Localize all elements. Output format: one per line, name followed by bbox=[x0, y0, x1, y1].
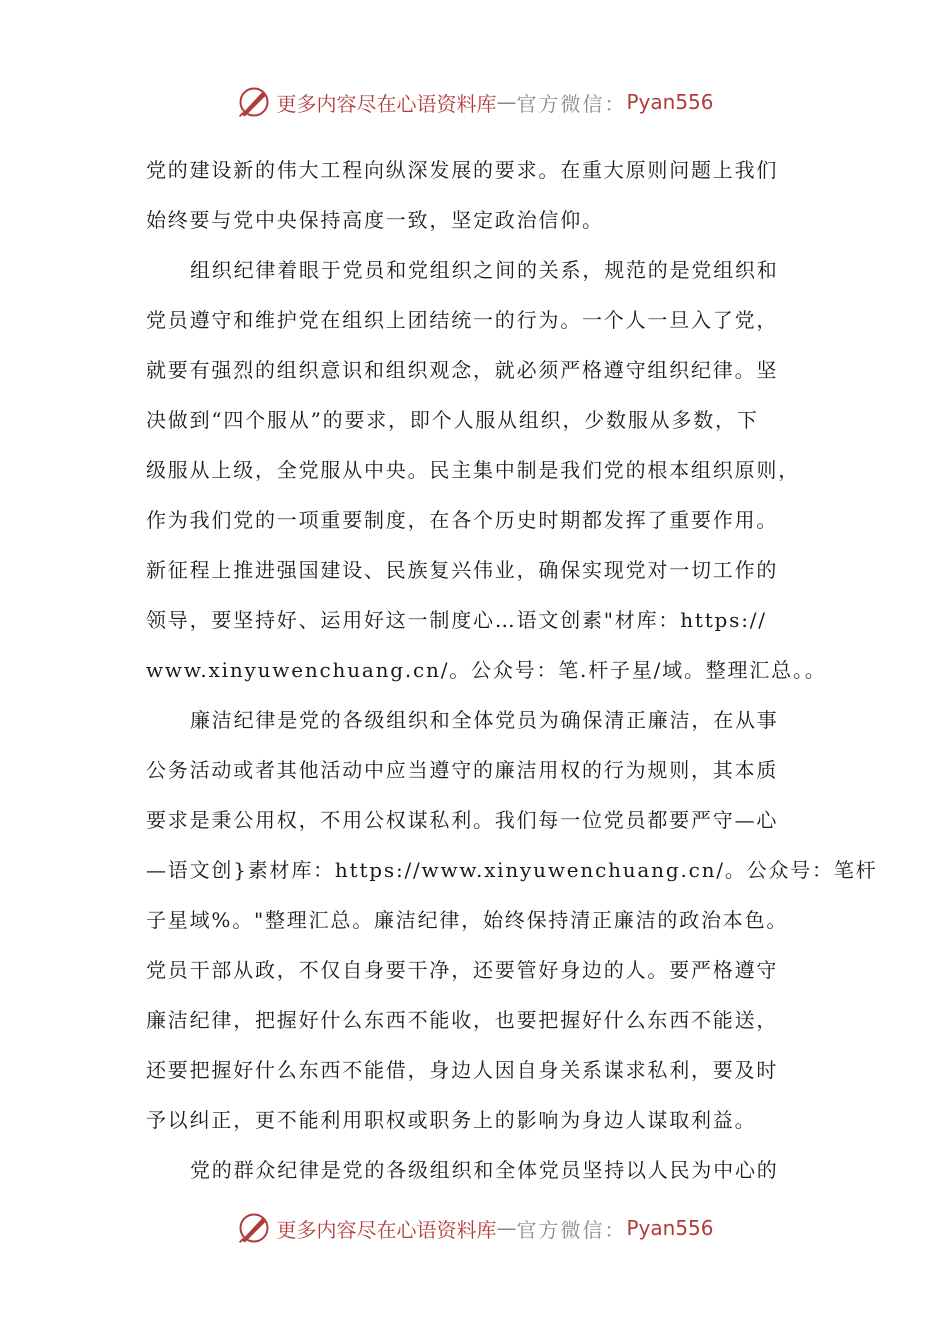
banner-dash: — bbox=[496, 1216, 517, 1240]
banner-wechat-label: 官方微信： bbox=[516, 91, 627, 116]
text-line: 作为我们党的一项重要制度，在各个历史时期都发挥了重要作用。 bbox=[146, 508, 779, 532]
banner-wechat-label: 官方微信： bbox=[516, 1217, 627, 1242]
text-line: 新征程上推进强国建设、民族复兴伟业，确保实现党对一切工作的 bbox=[146, 558, 779, 582]
text-line: 决做到“四个服从”的要求，即个人服从组织，少数服从多数，下 bbox=[146, 408, 759, 432]
text-line: 还要把握好什么东西不能借，身边人因自身关系谋求私利，要及时 bbox=[146, 1058, 779, 1082]
text-line: 党员干部从政，不仅自身要干净，还要管好身边的人。要严格遵守 bbox=[146, 958, 779, 982]
banner-site-text: 更多内容尽在心语资料库 bbox=[276, 1217, 497, 1242]
footer-banner bbox=[0, 1208, 950, 1248]
text-line: 就要有强烈的组织意识和组织观念，就必须严格遵守组织纪律。坚 bbox=[146, 358, 779, 382]
pen-logo-icon bbox=[236, 84, 272, 120]
text-line: 领导，要坚持好、运用好这一制度心…语文创素"材库：https:// bbox=[146, 608, 767, 632]
document-body bbox=[146, 145, 878, 1195]
text-line: 党的建设新的伟大工程向纵深发展的要求。在重大原则问题上我们 bbox=[146, 158, 779, 182]
text-line: 公务活动或者其他活动中应当遵守的廉洁用权的行为规则，其本质 bbox=[146, 758, 779, 782]
paragraph bbox=[146, 695, 878, 1145]
text-line: 廉洁纪律，把握好什么东西不能收，也要把握好什么东西不能送， bbox=[146, 1008, 779, 1032]
banner-dash: — bbox=[496, 90, 517, 114]
text-line: www.xinyuwenchuang.cn/。公众号：笔.杆子星/域。整理汇总。。 bbox=[146, 658, 827, 682]
text-line: 级服从上级，全党服从中央。民主集中制是我们党的根本组织原则， bbox=[146, 458, 800, 482]
banner-wechat-id: Pyan556 bbox=[626, 1216, 714, 1240]
text-line: 廉洁纪律是党的各级组织和全体党员为确保清正廉洁，在从事 bbox=[190, 708, 779, 732]
pen-logo-icon bbox=[236, 1210, 272, 1246]
text-line: 党的群众纪律是党的各级组织和全体党员坚持以人民为中心的 bbox=[190, 1158, 779, 1182]
banner-site-text: 更多内容尽在心语资料库 bbox=[276, 91, 497, 116]
banner-wechat-id: Pyan556 bbox=[626, 90, 714, 114]
paragraph bbox=[146, 1145, 810, 1195]
text-line: 组织纪律着眼于党员和党组织之间的关系，规范的是党组织和 bbox=[190, 258, 779, 282]
text-line: 要求是秉公用权，不用公权谋私利。我们每一位党员都要严守—心 bbox=[146, 808, 779, 832]
text-line: 予以纠正，更不能利用职权或职务上的影响为身边人谋取利益。 bbox=[146, 1108, 757, 1132]
header-banner bbox=[0, 82, 950, 122]
text-line: —语文创}素材库：https://www.xinyuwenchuang.cn/。公众号：笔杆 bbox=[146, 858, 878, 882]
text-line: 党员遵守和维护党在组织上团结统一的行为。一个人一旦入了党， bbox=[146, 308, 779, 332]
paragraph bbox=[146, 245, 827, 695]
paragraph bbox=[146, 145, 810, 245]
text-line: 子星域%。"整理汇总。廉洁纪律，始终保持清正廉洁的政治本色。 bbox=[146, 908, 789, 932]
text-line: 始终要与党中央保持高度一致，坚定政治信仰。 bbox=[146, 208, 604, 232]
